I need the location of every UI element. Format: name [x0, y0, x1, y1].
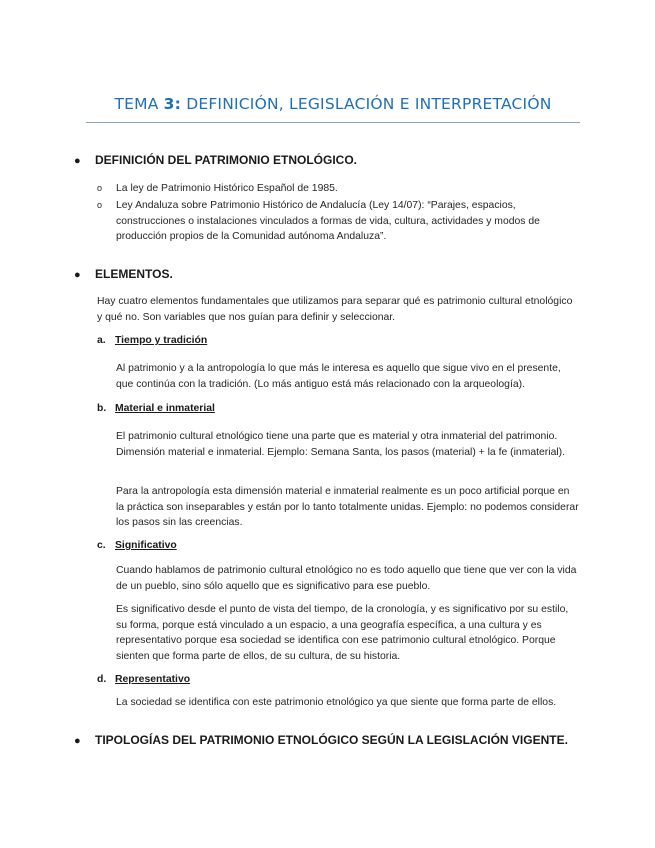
title-underline [86, 122, 580, 123]
bullet-icon: ● [74, 735, 81, 747]
bullet-icon: ● [74, 269, 81, 281]
element-heading-material: b. Material e inmaterial [97, 403, 215, 414]
section-heading-definicion: ● DEFINICIÓN DEL PATRIMONIO ETNOLÓGICO. [74, 153, 358, 167]
list-item: o Ley Andaluza sobre Patrimonio Histórico de Andalucía (Ley 14/07): “Parajes, espacios, construcciones o instalaciones vinculados a formas de vida, cultura, actividades y modos de producción propios de la Comunidad autónoma Andaluza”. [97, 200, 540, 242]
paragraph: Al patrimonio y a la antropología lo que más le interesa es aquello que sigue vivo en el presente, que continúa con la tradición. (Lo más antiguo está más relacionado con la arqueología). [116, 363, 561, 390]
paragraph: Cuando hablamos de patrimonio cultural etnológico no es todo aquello que tiene que ver con la vida de un pueblo, sino sólo aquello que es significativo para ese pueblo. [116, 565, 577, 592]
paragraph: La sociedad se identifica con este patrimonio etnológico ya que siente que forma parte de ellos. [116, 697, 557, 708]
paragraph: El patrimonio cultural etnológico tiene una parte que es material y otra inmaterial del patrimonio. Dimensión material e inmaterial. Ejemplo: Semana Santa, los pasos (material) + la fe (inmaterial). [116, 431, 566, 458]
element-heading-representativo: d. Representativo [97, 674, 191, 685]
title-number: 3: [163, 95, 182, 113]
intro-paragraph: Hay cuatro elementos fundamentales que utilizamos para separar qué es patrimonio cultural etnológico y qué no. Son variables que nos guían para definir y seleccionar. [97, 296, 573, 323]
element-heading-tiempo: a. Tiempo y tradición [97, 335, 208, 346]
circle-bullet-icon: o [97, 183, 103, 193]
element-heading-significativo: c. Significativo [97, 540, 177, 551]
paragraph: Para la antropología esta dimensión material e inmaterial realmente es un poco artificial porque en la práctica son inseparables y están por lo tanto totalmente unidas. Ejemplo: no podemos considerar los pasos sin las creencias. [116, 486, 579, 528]
page-title [86, 95, 580, 114]
bullet-icon: ● [74, 155, 81, 167]
section-heading-tipologias: ● TIPOLOGÍAS DEL PATRIMONIO ETNOLÓGICO SEGÚN LA LEGISLACIÓN VIGENTE. [74, 733, 568, 747]
title-prefix: TEMA [114, 95, 159, 113]
paragraph: Es significativo desde el punto de vista del tiempo, de la cronología, y es significativo por su estilo, su forma, porque está vinculado a un espacio, a una geografía específica, a una cultura y es representativo porque esa sociedad se identifica con ese patrimonio cultural etnológico. Porque sienten que forma parte de ellos, de su cultura, de su historia. [116, 604, 569, 662]
list-item: o La ley de Patrimonio Histórico Español de 1985. [97, 181, 565, 197]
section-heading-elementos: ● ELEMENTOS. [74, 267, 173, 281]
title-rest: DEFINICIÓN, LEGISLACIÓN E INTERPRETACIÓN [186, 95, 552, 113]
circle-bullet-icon: o [97, 200, 103, 210]
